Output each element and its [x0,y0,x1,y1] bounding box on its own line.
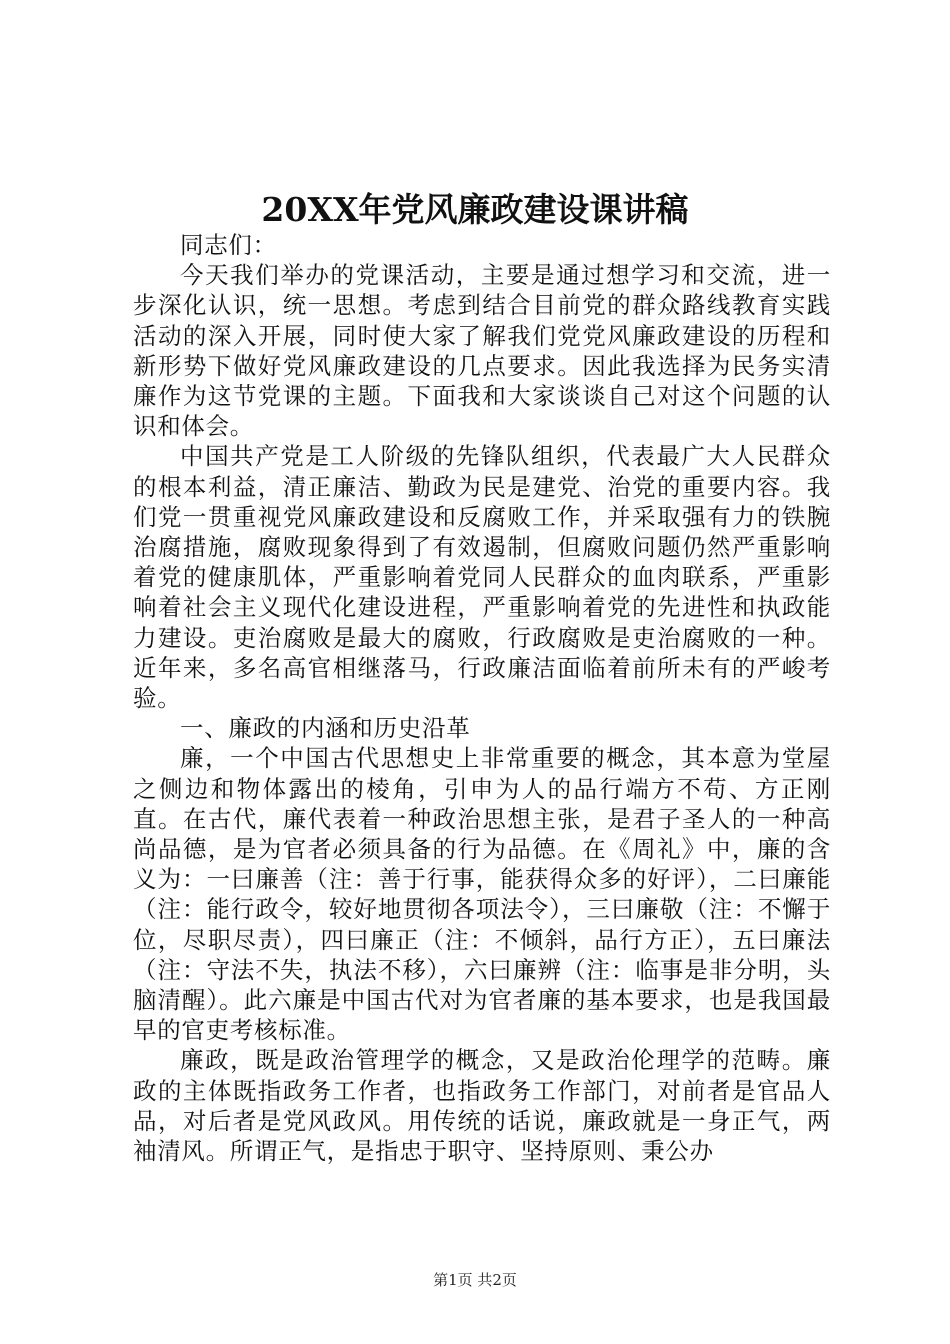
document-body [133,230,831,1166]
paragraph-party-background: 中国共产党是工人阶级的先锋队组织，代表最广大人民群众的根本利益，清正廉洁、勤政为民是建党、治党的重要内容。我们党一贯重视党风廉政建设和反腐败工作，并采取强有力的铁腕治腐措施，腐败现象得到了有效遏制，但腐败问题仍然严重影响着党的健康肌体，严重影响着党同人民群众的血肉联系，严重影响着社会主义现代化建设进程，严重影响着党的先进性和执政能力建设。吏治腐败是最大的腐败，行政腐败是吏治腐败的一种。近年来，多名高官相继落马，行政廉洁面临着前所未有的严峻考验。 [133,442,831,713]
salutation: 同志们： [180,231,277,259]
document-title: 20XX年党风廉政建设课讲稿 [261,190,689,229]
paragraph-lianzheng-definition: 廉政，既是政治管理学的概念，又是政治伦理学的范畴。廉政的主体既指政务工作者，也指政务工作部门，对前者是官品人品，对后者是党风政风。用传统的话说，廉政就是一身正气，两袖清风。所谓正气，是指忠于职守、坚持原则、秉公办 [133,1046,831,1166]
page-footer: 第1页 共2页 [433,1271,517,1289]
paragraph-lian-meaning: 廉，一个中国古代思想史上非常重要的概念，其本意为堂屋之侧边和物体露出的棱角，引申为人的品行端方不苟、方正刚直。在古代，廉代表着一种政治思想主张，是君子圣人的一种高尚品德，是为官者必须具备的行为品德。在《周礼》中，廉的含义为：一曰廉善（注：善于行事，能获得众多的好评），二曰廉能（注：能行政令，较好地贯彻各项法令），三曰廉敬（注：不懈于位，尽职尽责），四曰廉正（注：不倾斜，品行方正），五曰廉法（注：守法不失，执法不移），六曰廉辨（注：临事是非分明，头脑清醒）。此六廉是中国古代对为官者廉的基本要求，也是我国最早的官吏考核标准。 [133,744,831,1045]
paragraph-intro: 今天我们举办的党课活动，主要是通过想学习和交流，进一步深化认识，统一思想。考虑到结合目前党的群众路线教育实践活动的深入开展，同时使大家了解我们党党风廉政建设的历程和新形势下做好党风廉政建设的几点要求。因此我选择为民务实清廉作为这节党课的主题。下面我和大家谈谈自己对这个问题的认识和体会。 [133,261,831,441]
section-heading: 一、廉政的内涵和历史沿革 [180,714,471,743]
